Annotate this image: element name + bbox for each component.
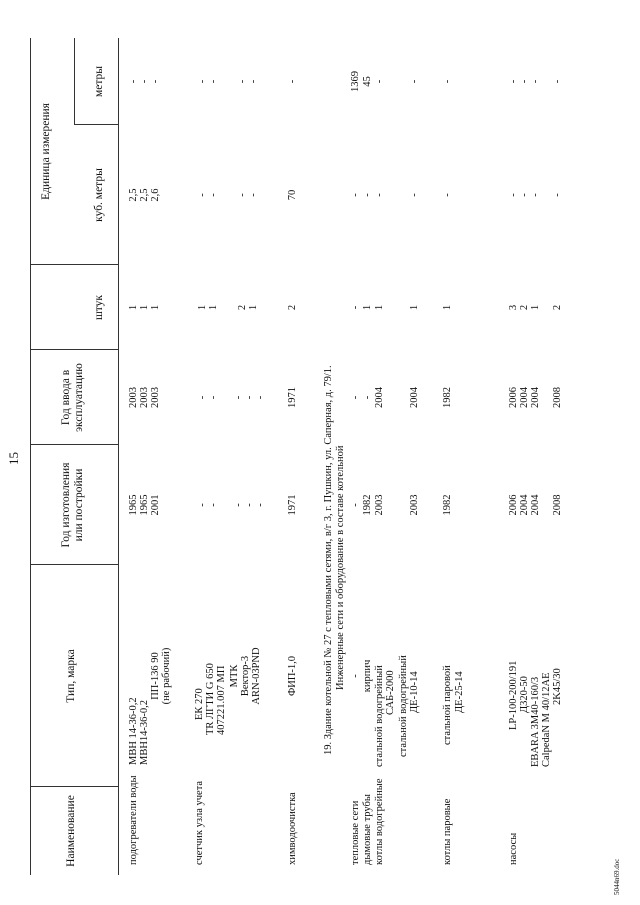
- row-name: котлы водогрейные: [374, 778, 385, 865]
- row-type: ЕК 270: [194, 688, 205, 720]
- row-m3: 70: [287, 189, 298, 201]
- unit-header-divider: [74, 38, 75, 125]
- header-unit-m3: куб. метры: [93, 168, 105, 222]
- row-made: -: [350, 503, 361, 507]
- row-commissioned: -: [350, 395, 361, 400]
- row-type: ДЕ-25-14: [454, 671, 465, 713]
- row-type: -: [350, 674, 361, 678]
- row-pcs: 2: [552, 304, 563, 311]
- row-made: - -: [197, 503, 219, 507]
- row-type: МТК Вектор-3 ARN-03PND: [229, 647, 262, 705]
- row-type: LP-100-200/191: [508, 660, 519, 730]
- row-commissioned: 2004: [409, 387, 420, 408]
- row-commissioned: - - -: [233, 395, 266, 400]
- row-type: EBARA 3M40-160/3 CalpedaN M 40/12AE: [530, 672, 552, 767]
- row-type: стальной водогрейный: [398, 655, 409, 757]
- row-name: химводоочистка: [287, 792, 298, 865]
- row-m: 1369: [350, 71, 361, 92]
- row-type: МВН 14-36-0,2 МВН14-36-0,2: [128, 697, 150, 765]
- section-19-title: 19. Здание котельной № 27 с тепловыми сетями, в/г 3, г. Пушкин, ул. Саперная, д. 79/1.: [323, 365, 334, 755]
- row-m: -: [287, 79, 298, 84]
- row-type: Д320-50: [519, 676, 530, 713]
- row-pcs: 3 2 1: [508, 304, 541, 311]
- row-m3: -: [409, 193, 420, 197]
- row-pcs: 1 1 1: [128, 304, 161, 311]
- row-commissioned: -: [362, 395, 373, 400]
- footer-filename: 5044n69.doc: [613, 858, 621, 895]
- row-m: - -: [197, 79, 219, 84]
- row-type: САБ-2000: [385, 670, 396, 715]
- row-pcs: 1: [409, 304, 420, 311]
- header-type: Тип, марка: [65, 649, 77, 703]
- row-commissioned: 1982: [442, 387, 453, 408]
- row-name: дымовые трубы: [362, 794, 373, 865]
- row-made: 1965 1965 2001: [128, 494, 161, 516]
- row-made: 1982: [442, 494, 453, 516]
- row-made: 2003: [409, 494, 420, 516]
- header-year-made: Год изготовления или постройки: [60, 462, 85, 548]
- table-top-border: [30, 38, 31, 875]
- row-name: насосы: [508, 832, 519, 865]
- row-name: тепловые сети: [350, 800, 361, 865]
- row-commissioned: 2004: [374, 387, 385, 408]
- row-m: - - -: [128, 79, 161, 84]
- row-m: - -: [237, 79, 259, 84]
- row-commissioned: 2008: [552, 387, 563, 408]
- row-m3: -: [374, 193, 385, 197]
- row-m3: - -: [237, 193, 259, 197]
- row-type: 2K45/30: [552, 668, 563, 705]
- row-made: 1971: [287, 494, 298, 516]
- row-pcs: -: [350, 305, 361, 310]
- row-name: счетчик узла учета: [194, 780, 205, 865]
- row-commissioned: 2006 2004 2004: [508, 387, 541, 408]
- header-unit-pcs: штук: [93, 294, 105, 321]
- row-type: стальной водогрейный: [374, 665, 385, 767]
- row-made: - - -: [233, 503, 266, 507]
- row-type: TR ЛГТИ G 650 407221.007 МП: [205, 663, 227, 735]
- header-unit-m: метры: [93, 65, 105, 98]
- row-type: ДЕ-10-14: [409, 671, 420, 713]
- header-name: Наименование: [65, 795, 77, 867]
- row-m: - - -: [508, 79, 541, 84]
- row-m3: 2,5 2,5 2,6: [128, 188, 161, 202]
- row-name: котлы паровые: [442, 798, 453, 865]
- row-m3: -: [362, 193, 373, 197]
- row-m3: - - -: [508, 193, 541, 197]
- row-made: 2003: [374, 494, 385, 516]
- row-type: ФИП-1,0: [287, 655, 298, 697]
- row-name: подогреватели воды: [128, 775, 139, 865]
- row-commissioned: - -: [197, 395, 219, 400]
- header-bottom-border: [118, 38, 119, 875]
- row-made: 2008: [552, 494, 563, 516]
- row-made: 1982: [362, 494, 373, 516]
- row-m: -: [374, 79, 385, 84]
- row-made: 2006 2004 2004: [508, 494, 541, 516]
- row-commissioned: 2003 2003 2003: [128, 387, 161, 408]
- row-pcs: 1: [374, 304, 385, 311]
- row-m3: -: [350, 193, 361, 197]
- row-type: кирпич: [362, 659, 373, 693]
- row-m3: -: [442, 193, 453, 197]
- row-pcs: 1 1: [197, 304, 219, 311]
- row-m: -: [442, 79, 453, 84]
- row-pcs: 2: [287, 304, 298, 311]
- row-m3: - -: [197, 193, 219, 197]
- row-type: стальной паровой: [442, 665, 453, 745]
- row-pcs: 1: [362, 304, 373, 311]
- header-year-commissioned: Год ввода в эксплуатацию: [60, 363, 85, 432]
- header-unit-group: Единица измерения: [40, 103, 52, 200]
- section-19-subtitle: Инженерные сети и оборудование в составе котельной: [335, 445, 346, 690]
- row-m: -: [552, 79, 563, 84]
- row-m3: -: [552, 193, 563, 197]
- row-type: ПП-136 90 (не рабочий): [150, 647, 172, 705]
- row-pcs: 2 1: [237, 304, 259, 311]
- row-m: -: [409, 79, 420, 84]
- row-m: 45: [362, 76, 373, 87]
- row-pcs: 1: [442, 304, 453, 311]
- row-commissioned: 1971: [287, 387, 298, 408]
- page-number: 15: [6, 452, 21, 465]
